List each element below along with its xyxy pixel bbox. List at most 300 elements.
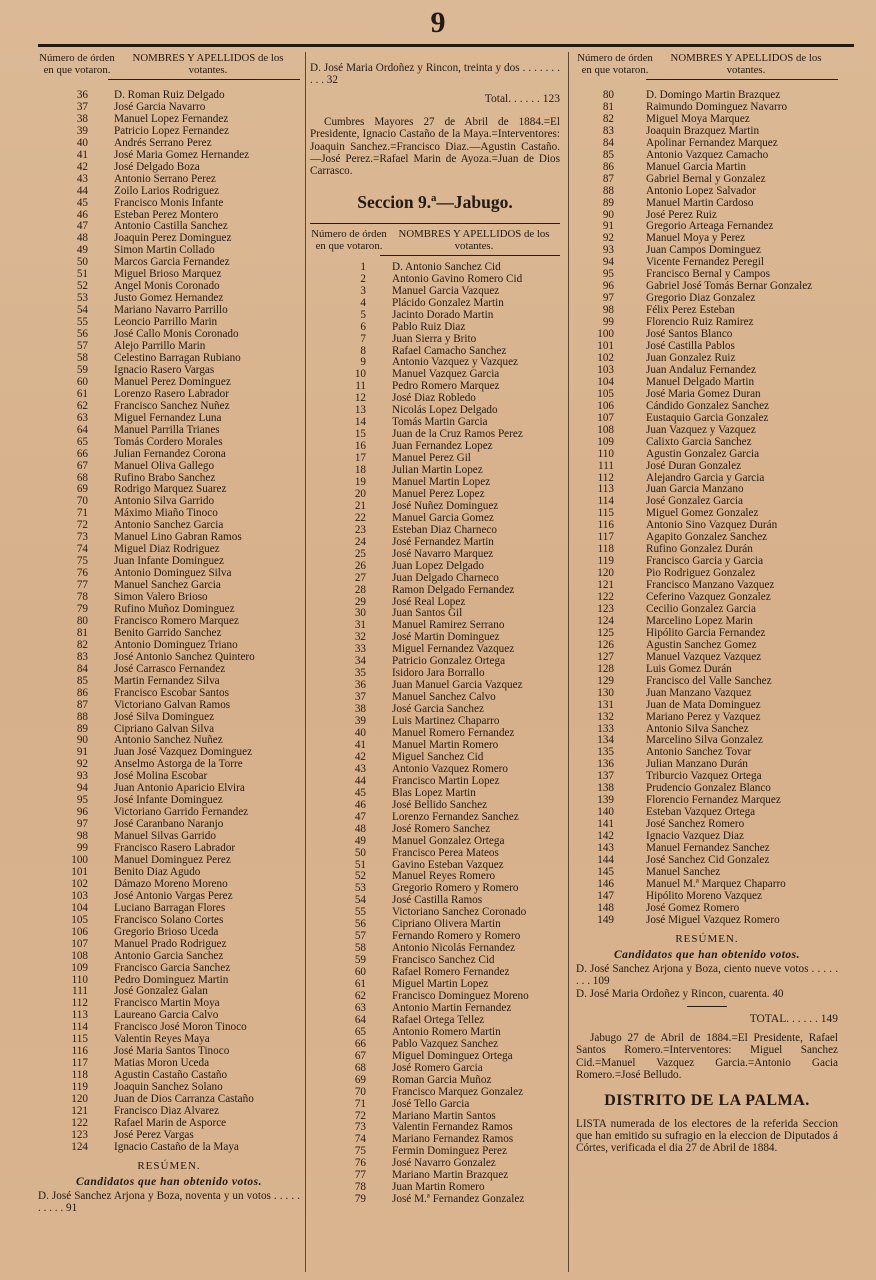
voter-name: Hipólito Garcia Fernandez <box>646 627 766 639</box>
voter-name: Leoncio Parrillo Marin <box>114 317 218 329</box>
voter-name: Ceferino Vazquez Gonzalez <box>646 592 771 604</box>
voter-row <box>310 800 560 812</box>
voter-name: José Miguel Vazquez Romero <box>646 914 780 926</box>
voter-number: 59 <box>76 363 88 376</box>
voter-row <box>38 700 300 712</box>
voter-name: Juan Martin Romero <box>392 1182 485 1194</box>
voter-name: José Gonzalez Galan <box>114 986 208 998</box>
voter-number: 131 <box>597 698 614 711</box>
voter-name: Rafael Ortega Tellez <box>392 1014 485 1026</box>
voter-number: 34 <box>354 655 366 668</box>
voter-number: 61 <box>354 978 366 991</box>
voter-name: Manuel Moya y Perez <box>646 233 746 245</box>
voter-name: José Maria Gomez Hernandez <box>114 149 250 161</box>
voter-number: 19 <box>354 476 366 488</box>
voter-number: 64 <box>354 1013 366 1026</box>
voter-name: José Garcia Sanchez <box>392 704 484 716</box>
voter-number: 140 <box>597 806 614 819</box>
voter-number: 39 <box>76 124 88 137</box>
voter-name: Ignacio Vazquez Diaz <box>646 831 744 843</box>
voter-name: Manuel Lino Gabran Ramos <box>114 532 242 544</box>
voter-row <box>576 389 838 401</box>
voter-name: Calixto Garcia Sanchez <box>646 436 752 448</box>
voter-number: 69 <box>354 1073 366 1086</box>
voter-number: 41 <box>354 738 366 751</box>
voter-number: 2 <box>360 272 366 285</box>
voter-number: 105 <box>597 387 614 400</box>
voter-name: Manuel Vazquez Vazquez <box>646 651 762 663</box>
voter-number: 119 <box>71 1081 88 1094</box>
voter-number: 40 <box>76 136 88 149</box>
voter-number: 44 <box>354 774 366 787</box>
voter-name: Juan Manzano Vazquez <box>646 687 752 699</box>
voter-row <box>310 979 560 991</box>
voter-name: Gregorio Diaz Gonzalez <box>646 293 756 305</box>
voter-name: Nicolás Lopez Delgado <box>392 405 498 417</box>
voter-name: Miguel Moya Marquez <box>646 113 750 125</box>
voter-number: 22 <box>354 511 366 524</box>
voter-number: 95 <box>76 794 88 807</box>
voter-name: Justo Gomez Hernandez <box>114 293 224 305</box>
voter-number: 120 <box>597 567 614 580</box>
column-left <box>38 52 300 1215</box>
voter-row <box>310 1111 560 1123</box>
voter-name: Julian Manzano Durán <box>646 759 748 771</box>
voter-number: 6 <box>360 320 366 333</box>
voter-name: José Sanchez Cid Gonzalez <box>646 855 770 866</box>
voter-number: 88 <box>602 184 614 197</box>
top-rule <box>38 44 854 47</box>
voter-row <box>310 716 560 728</box>
voter-number: 76 <box>76 567 88 580</box>
voter-number: 147 <box>597 889 614 902</box>
voter-number: 31 <box>354 619 366 632</box>
voter-name: Antonio Nicolás Fernandez <box>392 943 516 955</box>
voter-row <box>576 281 838 293</box>
voter-name: José Romero Sanchez <box>392 823 491 835</box>
voter-name: Plácido Gonzalez Martin <box>392 297 504 309</box>
voter-name: Benito Garrido Sanchez <box>114 627 222 639</box>
voter-name: Francisco Bernal y Campos <box>646 269 770 281</box>
voter-name: Manuel Martin Romero <box>392 739 499 751</box>
voter-row <box>310 310 560 322</box>
voter-name: Juan Santos Gil <box>392 608 463 620</box>
voter-row <box>576 628 838 640</box>
voter-number: 149 <box>597 913 614 926</box>
voter-name: Francisco Sanchez Cid <box>392 955 495 967</box>
voter-number: 110 <box>71 973 88 986</box>
voter-name: Miguel Sanchez Cid <box>392 751 484 763</box>
voter-number: 74 <box>354 1133 366 1146</box>
voter-row <box>576 257 838 269</box>
voter-row <box>38 951 300 963</box>
voter-name: Gabriel Bernal y Gonzalez <box>646 173 766 185</box>
voter-number: 52 <box>354 870 366 883</box>
voter-number: 32 <box>354 631 366 644</box>
voter-name: Valentin Fernandez Ramos <box>392 1122 513 1134</box>
column-divider <box>305 52 306 1272</box>
voter-name: Rufino Gonzalez Durán <box>646 544 753 556</box>
voter-name: José Santos Blanco <box>646 329 733 341</box>
voter-name: Francisco Garcia y Garcia <box>646 556 764 568</box>
voter-row <box>310 274 560 286</box>
voter-row <box>310 608 560 620</box>
voter-number: 25 <box>354 547 366 560</box>
voter-row <box>310 417 560 429</box>
voter-name: Manuel Perez Gil <box>392 453 471 465</box>
voter-number: 97 <box>76 818 88 831</box>
candidates-heading: Candidatos que han obtenido votos. <box>613 948 800 961</box>
voter-number: 94 <box>76 782 88 795</box>
header-names: NOMBRES Y APELLIDOS de los votantes. <box>132 52 284 76</box>
voter-row <box>38 198 300 210</box>
voter-number: 72 <box>76 519 88 532</box>
voter-name: Pablo Vazquez Sanchez <box>392 1038 499 1050</box>
voter-row <box>310 1122 560 1134</box>
voter-number: 47 <box>76 220 88 233</box>
voter-name: Juan Manuel Garcia Vazquez <box>392 680 523 692</box>
voter-row <box>310 465 560 477</box>
voter-row <box>310 836 560 848</box>
voter-name: Manuel Silvas Garrido <box>114 831 216 843</box>
voter-row <box>310 991 560 1003</box>
voter-name: Matias Moron Uceda <box>114 1058 210 1070</box>
voter-name: Rafael Marin de Asporce <box>114 1117 227 1129</box>
voter-name: Miguel Dominguez Ortega <box>392 1050 513 1062</box>
voter-name: Máximo Miaño Tinoco <box>114 508 218 520</box>
voter-number: 68 <box>354 1061 366 1074</box>
voter-name: Cipriano Galvan Silva <box>114 723 215 735</box>
voter-name: Miguel Brioso Marquez <box>114 269 222 281</box>
voter-number: 94 <box>602 256 614 269</box>
header-rule <box>646 79 838 80</box>
voter-name: Manuel Perez Dominguez <box>114 376 231 388</box>
voter-number: 78 <box>354 1181 366 1194</box>
voter-name: Antonio Serrano Perez <box>114 173 216 185</box>
voter-name: Patricio Gonzalez Ortega <box>392 656 506 668</box>
voter-row <box>576 377 838 389</box>
voter-row <box>576 198 838 210</box>
voter-name: Juan Antonio Aparicio Elvira <box>114 783 245 795</box>
column-divider <box>568 52 569 1272</box>
voter-name: Joaquin Brazquez Martin <box>646 125 760 137</box>
voter-number: 54 <box>354 894 366 907</box>
voter-number: 56 <box>354 918 366 931</box>
voter-number: 96 <box>76 806 88 819</box>
voter-row <box>576 317 838 329</box>
voter-name: Florencio Ruiz Ramirez <box>646 317 754 329</box>
voter-list <box>38 90 300 1154</box>
voter-number: 104 <box>71 901 88 914</box>
voter-number: 24 <box>354 535 366 548</box>
voter-row <box>576 724 838 736</box>
voter-name: Lorenzo Rasero Labrador <box>114 388 229 400</box>
voter-row <box>38 461 300 473</box>
voter-number: 58 <box>354 942 366 955</box>
voter-number: 66 <box>76 447 88 460</box>
voter-number: 106 <box>597 399 614 412</box>
voter-name: Agustin Sanchez Gomez <box>646 639 757 651</box>
voter-number: 106 <box>71 925 88 938</box>
voter-number: 138 <box>597 782 614 795</box>
candidates-heading: Candidatos que han obtenido votos. <box>75 1175 262 1188</box>
closing-text: Jabugo 27 de Abril de 1884.=El Presidente, Rafael Santos Romero.=Interventores: Miguel Sanchez Cid.=Manuel Vazquez Garcia.=Antonio Gacia Romero.=José Belludo. <box>576 1031 838 1082</box>
voter-row <box>576 759 838 771</box>
voter-number: 37 <box>354 691 366 704</box>
voter-name: Alejo Parrillo Marin <box>114 341 206 353</box>
voter-number: 75 <box>354 1145 366 1158</box>
voter-name: Manuel Martin Lopez <box>392 477 491 488</box>
voter-name: Victoriano Sanchez Coronado <box>392 907 527 919</box>
voter-name: Ramon Delgado Fernandez <box>392 584 515 596</box>
voter-name: Miguel Martin Lopez <box>392 979 489 991</box>
voter-row <box>38 162 300 174</box>
voter-name: Antonio Romero Martin <box>392 1026 501 1038</box>
voter-name: Miguel Fernandez Luna <box>114 412 222 424</box>
voter-row <box>576 221 838 233</box>
voter-name: Esteban Perez Montero <box>114 209 219 221</box>
voter-name: Prudencio Gonzalez Blanco <box>646 783 771 795</box>
voter-row <box>576 855 838 867</box>
voter-name: Tomás Cordero Morales <box>114 436 223 448</box>
voter-number: 102 <box>71 877 88 890</box>
total-line <box>576 1013 838 1026</box>
voter-number: 42 <box>354 750 366 763</box>
voter-row <box>576 532 838 544</box>
voter-row <box>38 712 300 724</box>
voter-row <box>38 915 300 927</box>
voter-row <box>576 461 838 473</box>
voter-name: Benito Diaz Agudo <box>114 866 201 878</box>
voter-row <box>38 927 300 939</box>
voter-number: 122 <box>71 1116 88 1129</box>
voter-row <box>576 305 838 317</box>
voter-number: 29 <box>354 595 366 608</box>
voter-number: 57 <box>354 930 366 943</box>
voter-row <box>38 138 300 150</box>
column-middle <box>310 52 560 1206</box>
voter-number: 115 <box>597 507 614 520</box>
voter-name: Victoriano Garrido Fernandez <box>114 807 249 819</box>
voter-row <box>576 640 838 652</box>
voter-row <box>576 245 838 257</box>
voter-row <box>576 616 838 628</box>
voter-name: Agapito Gonzalez Sanchez <box>646 532 768 544</box>
voter-row <box>576 556 838 568</box>
voter-name: José Silva Dominguez <box>114 711 215 723</box>
voter-name: José Maria Gomez Duran <box>646 388 761 400</box>
voter-row <box>310 1099 560 1111</box>
voter-name: Manuel Parrilla Trianes <box>114 424 220 436</box>
voter-name: Francisco Monis Infante <box>114 197 224 209</box>
voter-name: José Diaz Robledo <box>392 393 476 405</box>
voter-number: 84 <box>602 136 614 149</box>
voter-row <box>310 680 560 692</box>
voter-row <box>38 664 300 676</box>
voter-name: José Romero Garcia <box>392 1062 483 1074</box>
voter-number: 36 <box>354 679 366 692</box>
voter-number: 101 <box>71 865 88 878</box>
voter-number: 132 <box>597 710 614 723</box>
voter-name: Francisco Diaz Alvarez <box>114 1106 219 1118</box>
voter-number: 128 <box>597 662 614 675</box>
voter-number: 88 <box>76 710 88 723</box>
voter-name: Manuel Vazquez Garcia <box>392 369 500 381</box>
voter-name: Alejandro Garcia y Garcia <box>646 472 765 484</box>
voter-number: 77 <box>354 1169 366 1182</box>
voter-number: 100 <box>71 854 88 866</box>
voter-name: Manuel Gonzalez Ortega <box>392 835 505 847</box>
voter-row <box>310 537 560 549</box>
voter-name: Pablo Ruiz Diaz <box>392 321 466 333</box>
voter-number: 97 <box>602 292 614 305</box>
voter-number: 35 <box>354 667 366 680</box>
voter-number: 18 <box>354 464 366 477</box>
voter-row <box>38 963 300 975</box>
voter-number: 86 <box>76 686 88 699</box>
voter-name: José Perez Vargas <box>114 1129 194 1141</box>
voter-row <box>310 919 560 931</box>
voter-name: Martin Fernandez Silva <box>114 675 220 687</box>
voter-row <box>310 501 560 513</box>
voter-row <box>576 604 838 616</box>
voter-row <box>576 891 838 903</box>
voter-row <box>310 334 560 346</box>
voter-number: 36 <box>76 89 88 101</box>
voter-row <box>576 688 838 700</box>
candidate-line: D. José Sanchez Arjona y Boza, noventa y un votos . . . . . . . . . . 91 <box>38 1189 300 1215</box>
voter-name: Manuel Fernandez Sanchez <box>646 843 770 855</box>
table-header <box>310 228 560 252</box>
voter-name: Francisco Perea Mateos <box>392 847 499 859</box>
voter-row <box>310 405 560 417</box>
voter-row <box>576 568 838 580</box>
voter-name: Simon Martin Collado <box>114 245 215 257</box>
voter-name: Manuel Ramirez Serrano <box>392 620 505 632</box>
voter-name: Celestino Barragan Rubiano <box>114 352 241 364</box>
voter-row <box>310 525 560 537</box>
rule <box>310 223 560 224</box>
voter-name: José Garcia Navarro <box>114 101 206 113</box>
total-value: 123 <box>542 92 560 105</box>
voter-number: 109 <box>71 961 88 974</box>
voter-number: 82 <box>602 112 614 125</box>
voter-name: Valentin Reyes Maya <box>114 1034 210 1046</box>
voter-row <box>576 233 838 245</box>
voter-name: Manuel Garcia Martin <box>646 161 747 173</box>
voter-name: Francisco Martin Moya <box>114 998 220 1010</box>
voter-number: 26 <box>354 559 366 572</box>
voter-number: 65 <box>354 1025 366 1038</box>
voter-row <box>38 939 300 951</box>
voter-row <box>310 848 560 860</box>
voter-number: 45 <box>76 196 88 209</box>
voter-name: José Molina Escobar <box>114 771 208 783</box>
voter-name: Marcelino Silva Gonzalez <box>646 735 763 747</box>
voter-number: 63 <box>76 411 88 424</box>
voter-number: 79 <box>76 602 88 615</box>
voter-name: Mariano Martin Brazquez <box>392 1170 509 1182</box>
voter-number: 101 <box>597 340 614 353</box>
voter-number: 85 <box>76 674 88 687</box>
voter-number: 74 <box>76 543 88 556</box>
voter-number: 91 <box>76 746 88 759</box>
voter-row <box>310 668 560 680</box>
voter-name: Laureano Garcia Calvo <box>114 1010 219 1022</box>
voter-name: Francisco Sanchez Nuñez <box>114 400 230 412</box>
voter-row <box>310 1063 560 1075</box>
total-label: TOTAL. . . . . . <box>749 1012 818 1025</box>
candidate-line: D. José Sanchez Arjona y Boza, ciento nueve votos . . . . . . . . 109 <box>576 962 838 988</box>
voter-number: 113 <box>597 483 614 496</box>
voter-number: 73 <box>76 531 88 544</box>
voter-row <box>576 484 838 496</box>
voter-name: Francisco Escobar Santos <box>114 687 229 699</box>
voter-row <box>576 365 838 377</box>
voter-number: 112 <box>597 471 614 484</box>
voter-row <box>310 441 560 453</box>
voter-name: Manuel Garcia Vazquez <box>392 285 500 297</box>
voter-number: 9 <box>360 356 366 369</box>
voter-row <box>310 549 560 561</box>
voter-number: 112 <box>71 997 88 1010</box>
voter-number: 28 <box>354 583 366 596</box>
voter-name: Juan de Dios Carranza Castaño <box>114 1094 254 1106</box>
voter-number: 113 <box>71 1009 88 1022</box>
voter-name: Anselmo Astorga de la Torre <box>114 759 243 771</box>
voter-name: José Navarro Marquez <box>392 548 494 560</box>
voter-name: Zoilo Larios Rodriguez <box>114 185 220 197</box>
voter-number: 110 <box>597 447 614 460</box>
voter-number: 17 <box>354 452 366 465</box>
voter-name: Manuel Martin Cardoso <box>646 197 754 209</box>
voter-number: 5 <box>360 308 366 321</box>
table-header <box>38 52 300 76</box>
voter-number: 121 <box>71 1105 88 1118</box>
voter-number: 89 <box>76 722 88 735</box>
voter-row <box>576 795 838 807</box>
voter-name: José Real Lopez <box>392 596 466 608</box>
voter-number: 30 <box>354 607 366 620</box>
voter-number: 126 <box>597 638 614 651</box>
voter-name: José Sanchez Romero <box>646 819 745 831</box>
voter-row <box>576 867 838 879</box>
voter-name: D. Domingo Martin Brazquez <box>646 90 781 101</box>
voter-number: 103 <box>597 363 614 376</box>
voter-number: 111 <box>598 459 614 472</box>
voter-row <box>310 1134 560 1146</box>
voter-row <box>576 879 838 891</box>
voter-name: Manuel Prado Rodriguez <box>114 938 227 950</box>
voter-row <box>576 544 838 556</box>
voter-number: 118 <box>71 1069 88 1082</box>
voter-row <box>576 269 838 281</box>
voter-row <box>38 150 300 162</box>
voter-number: 27 <box>354 571 366 584</box>
voter-name: Juan Gonzalez Ruiz <box>646 352 736 364</box>
voter-name: Juan José Vazquez Dominguez <box>114 747 253 759</box>
voter-name: Manuel Oliva Gallego <box>114 460 215 472</box>
voter-row <box>310 812 560 824</box>
voter-number: 109 <box>597 435 614 448</box>
voter-name: Andrés Serrano Perez <box>114 137 212 149</box>
voter-name: Manuel Perez Lopez <box>392 488 485 500</box>
voter-name: Mariano Perez y Vazquez <box>646 711 761 723</box>
voter-number: 46 <box>354 798 366 811</box>
voter-number: 133 <box>597 722 614 735</box>
voter-number: 71 <box>354 1097 366 1110</box>
voter-row <box>310 907 560 919</box>
